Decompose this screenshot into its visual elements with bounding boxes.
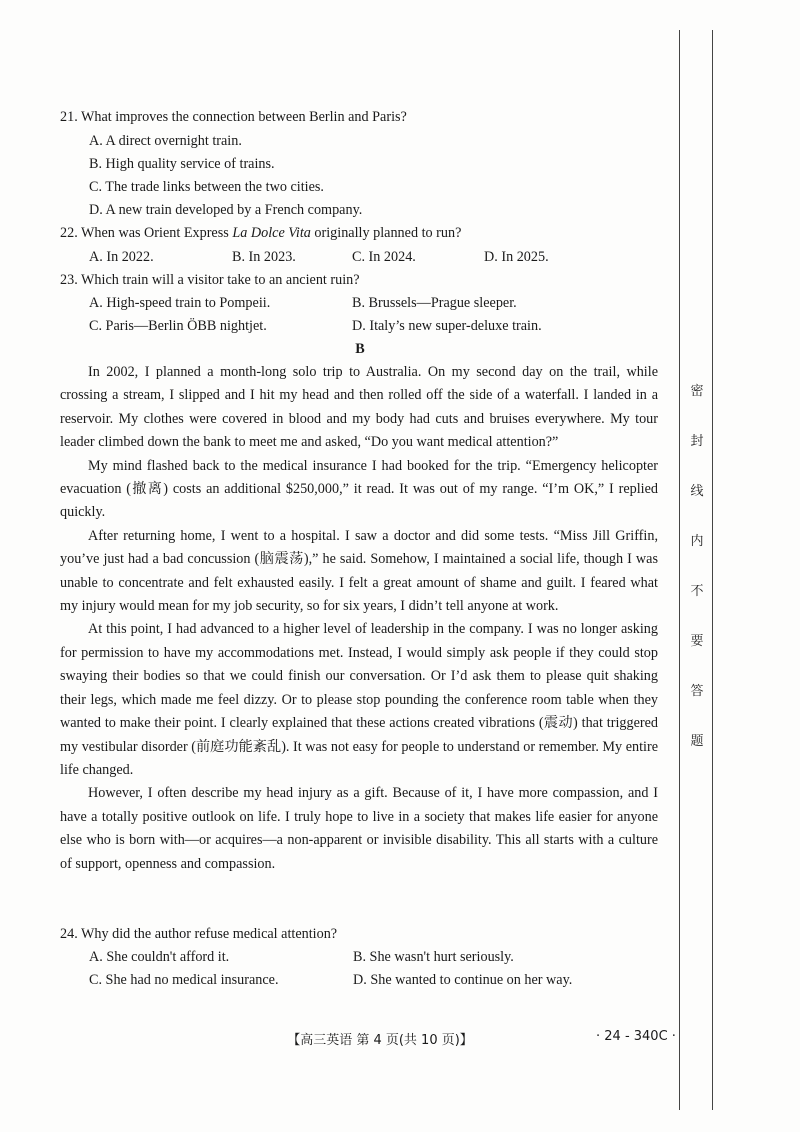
question-24-option-c: C. She had no medical insurance.	[89, 972, 279, 988]
question-23-option-b: B. Brussels—Prague sleeper.	[352, 295, 517, 311]
seal-char: 不	[690, 584, 704, 599]
seal-char: 封	[690, 434, 704, 449]
seal-char: 答	[690, 684, 704, 699]
seal-char: 密	[690, 384, 704, 399]
question-24-option-b: B. She wasn't hurt seriously.	[353, 949, 514, 965]
question-22-option-c: C. In 2024.	[352, 249, 416, 265]
question-22-stem-prefix: 22. When was Orient Express	[60, 225, 233, 241]
exam-code: · 24 - 340C ·	[596, 1029, 676, 1044]
question-23-stem: 23. Which train will a visitor take to an ancient ruin?	[60, 272, 360, 288]
passage-paragraph-5: However, I often describe my head injury as a gift. Because of it, I have more compassion, and I have a totally positive outlook on life. I truly hope to live in a society that makes life easier for anyone else who is born with—or acquires—a non-apparent or invisible disability. This all starts with a culture of support, openness and compassion.	[60, 785, 658, 872]
question-23-option-d: D. Italy’s new super-deluxe train.	[352, 318, 542, 334]
seal-char: 题	[690, 734, 704, 749]
question-23-option-a: A. High-speed train to Pompeii.	[89, 295, 271, 311]
passage-paragraph-3: After returning home, I went to a hospital. I saw a doctor and did some tests. “Miss Jill Griffin, you’ve just had a bad concussion (脑震荡),” he said. Somehow, I maintained a social life, though I was unable to concentrate and felt exhausted easily. I felt a great amount of shame and guilt. I feared what my injury would mean for my job security, so for six years, I didn’t tell anyone at work.	[60, 527, 658, 615]
question-23-option-c: C. Paris—Berlin ÖBB nightjet.	[89, 318, 267, 334]
binding-line-left	[679, 30, 680, 1110]
train-name: La Dolce Vita	[232, 225, 311, 241]
section-b-heading: B	[355, 341, 365, 357]
passage-b	[60, 361, 658, 876]
question-21-stem: 21. What improves the connection between Berlin and Paris?	[60, 109, 407, 125]
seal-char: 要	[690, 634, 704, 649]
passage-paragraph-1: In 2002, I planned a month-long solo trip to Australia. On my second day on the trail, while crossing a stream, I slipped and I hit my head and then rolled off the side of a waterfall. I landed in a reservoir. My clothes were covered in blood and my body had cuts and bruises everywhere. My tour leader climbed down the bank to meet me and asked, “Do you want medical attention?”	[60, 364, 658, 451]
seal-char: 内	[690, 534, 704, 549]
question-21-option-c: C. The trade links between the two cities.	[89, 179, 324, 195]
question-22-stem-suffix: originally planned to run?	[310, 225, 462, 241]
question-24-option-a: A. She couldn't afford it.	[89, 949, 230, 965]
page-label: 【高三英语 第 4 页(共 10 页)】	[287, 1033, 473, 1048]
question-22-option-b: B. In 2023.	[232, 249, 296, 265]
question-24-option-d: D. She wanted to continue on her way.	[353, 972, 573, 988]
question-22-stem	[60, 222, 461, 245]
binding-line-right	[712, 30, 713, 1110]
question-21-option-b: B. High quality service of trains.	[89, 156, 275, 172]
passage-paragraph-2: My mind flashed back to the medical insurance I had booked for the trip. “Emergency helicopter evacuation (撤离) costs an additional $250,000,” it read. It was out of my range. “I’m OK,” I replied quickly.	[60, 457, 658, 521]
question-24-stem: 24. Why did the author refuse medical attention?	[60, 926, 338, 942]
passage-paragraph-4: At this point, I had advanced to a higher level of leadership in the company. I was no longer asking for permission to have my accommodations met. Instead, I would simply ask people if they could stop swaying their bodies so that we could finish our conversation. Or I’d ask them to please quit shaking their legs, which made me feel dizzy. Or to please stop pounding the conference room table when they wanted to make their point. I clearly explained that these actions created vibrations (震动) that triggered my vestibular disorder (前庭功能紊乱). It was not easy for people to understand or remember. My entire life changed.	[60, 621, 658, 778]
question-22-option-d: D. In 2025.	[484, 249, 549, 265]
question-21-option-a: A. A direct overnight train.	[89, 133, 242, 149]
question-21-option-d: D. A new train developed by a French company.	[89, 202, 363, 218]
question-22-option-a: A. In 2022.	[89, 249, 154, 265]
seal-char: 线	[690, 484, 704, 499]
